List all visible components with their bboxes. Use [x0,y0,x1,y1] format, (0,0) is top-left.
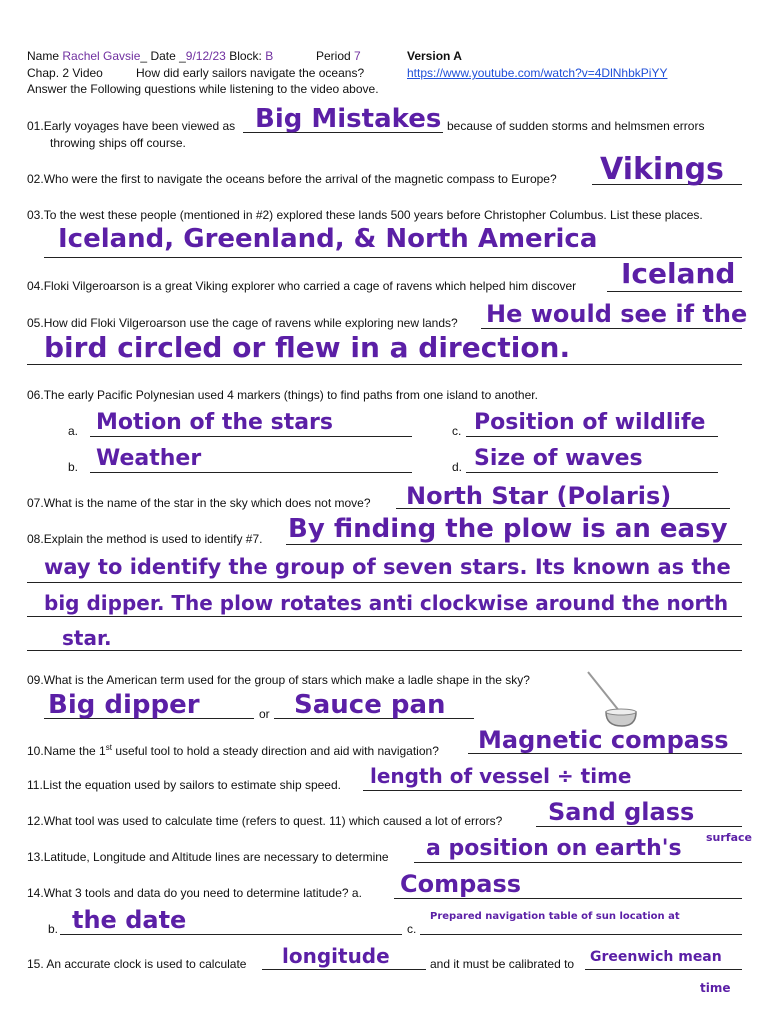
answer-line [414,862,742,863]
question-13 [27,850,389,864]
answer-handwriting: Sand glass [548,798,695,826]
answer-handwriting: Weather [96,446,202,471]
answer-handwriting: Sauce pan [294,690,446,720]
question-text: What tool was used to calculate time (refers to quest. 11) which caused a lot of errors? [43,814,503,828]
answer-handwriting: By finding the plow is an easy [288,514,728,544]
answer-line [466,436,718,437]
item-label-b: b. [68,460,79,474]
question-text-cont: and it must be calibrated to [430,957,575,971]
question-number: 09. [27,673,44,687]
question-02 [27,172,557,186]
answer-line [90,436,412,437]
question-text-cont: because of sudden storms and helmsmen errors [447,119,705,133]
question-text: Explain the method is used to identify #7. [43,532,263,546]
question-03 [27,208,703,222]
answer-handwriting: Magnetic compass [478,726,729,754]
name-label: Name [27,49,60,63]
answer-line [363,790,742,791]
question-number: 04. [27,279,44,293]
period-line [316,49,361,63]
answer-line [27,616,742,617]
question-text-line2: throwing ships off course. [50,136,186,150]
answer-line [27,582,742,583]
answer-handwriting: Prepared navigation table of sun location at [430,911,680,922]
or-label: or [259,707,270,721]
question-number: 03. [27,208,44,222]
answer-line [536,826,742,827]
answer-handwriting: Position of wildlife [474,410,706,435]
question-01 [27,119,235,133]
question-06 [27,388,538,402]
question-text-cont: useful tool to hold a steady direction and aid with navigation? [115,744,439,758]
question-10 [27,741,439,758]
topic-title: How did early sailors navigate the oceans? [136,66,365,80]
question-text: Latitude, Longitude and Altitude lines are necessary to determine [43,850,389,864]
question-text: Floki Vilgeroarson is a great Viking explorer who carried a cage of ravens which helped him discover [43,279,577,293]
question-09 [27,673,530,687]
question-number: 01. [27,119,44,133]
answer-line [466,472,718,473]
answer-handwriting: Size of waves [474,446,643,471]
item-label-d: d. [452,460,463,474]
question-text: Early voyages have been viewed as [43,119,236,133]
chapter-label: Chap. 2 Video [27,66,103,80]
question-04 [27,279,576,293]
item-label-a: a. [68,424,79,438]
question-text: What 3 tools and data do you need to determine latitude? a. [43,886,362,900]
answer-line [27,650,742,651]
question-text: Name the 1 [43,744,106,758]
date-label: Date _ [150,49,186,63]
item-label-c: c. [452,424,462,438]
answer-line [481,328,742,329]
answer-line [585,969,742,970]
question-text: Who were the first to navigate the oceans before the arrival of the magnetic compass to Europe? [43,172,557,186]
period-value: 7 [354,49,361,63]
question-number: 02. [27,172,44,186]
question-text: What is the name of the star in the sky which does not move? [43,496,371,510]
question-text: The early Pacific Polynesian used 4 markers (things) to find paths from one island to another. [43,388,538,402]
answer-line [607,291,742,292]
answer-handwriting-cont: time [700,981,731,995]
answer-line [420,934,742,935]
answer-line [286,544,742,545]
block-label: Block: [229,49,262,63]
version-label: Version A [407,49,462,63]
question-number: 14. [27,886,44,900]
ladle-icon [580,668,640,730]
answer-handwriting: Big dipper [48,690,200,720]
answer-line [394,898,742,899]
question-08 [27,532,263,546]
date-value: 9/12/23 [185,49,226,63]
student-name: Rachel Gavsie [62,49,141,63]
question-15 [27,957,246,971]
question-text: An accurate clock is used to calculate [46,957,247,971]
answer-handwriting: Vikings [600,152,724,187]
answer-handwriting: Big Mistakes [255,104,442,134]
superscript: st [105,743,112,752]
question-05 [27,316,458,330]
answer-handwriting: He would see if the [486,300,748,328]
question-number: 11. [27,778,43,792]
answer-handwriting: Iceland, Greenland, & North America [58,224,598,254]
instructions: Answer the Following questions while listening to the video above. [27,82,379,96]
answer-handwriting: star. [62,626,112,650]
item-label-b: b. [48,922,59,936]
name-line [27,49,273,63]
answer-line [60,934,402,935]
answer-line [90,472,412,473]
question-number: 05. [27,316,44,330]
question-07 [27,496,371,510]
answer-handwriting: North Star (Polaris) [406,482,672,510]
answer-handwriting: a position on earth's [426,836,682,861]
name-suffix: _ [140,49,148,63]
answer-handwriting: the date [72,906,187,934]
answer-line [27,364,742,365]
video-link[interactable]: https://www.youtube.com/watch?v=4DlNhbkPiYY [407,66,668,80]
question-number: 12. [27,814,44,828]
question-11 [27,778,341,792]
question-number: 06. [27,388,44,402]
answer-handwriting: length of vessel ÷ time [370,764,632,788]
question-text: To the west these people (mentioned in #2) explored these lands 500 years before Christopher Columbus. List these places. [43,208,703,222]
answer-handwriting: bird circled or flew in a direction. [44,331,571,364]
question-number: 08. [27,532,44,546]
answer-handwriting: longitude [282,944,390,968]
question-text: How did Floki Vilgeroarson use the cage of ravens while exploring new lands? [43,316,458,330]
question-number: 13. [27,850,44,864]
answer-handwriting: Motion of the stars [96,410,334,435]
question-text: List the equation used by sailors to estimate ship speed. [42,778,341,792]
question-number: 07. [27,496,44,510]
period-label: Period [316,49,351,63]
answer-handwriting: big dipper. The plow rotates anti clockwise around the north [44,591,729,615]
item-label-c: c. [407,922,417,936]
answer-handwriting: Greenwich mean [590,949,722,965]
answer-handwriting: Compass [400,870,522,898]
answer-handwriting-extra: surface [706,831,752,844]
question-12 [27,814,502,828]
block-value: B [265,49,274,63]
answer-line [262,969,426,970]
question-number: 15. [27,957,44,971]
question-14 [27,886,362,900]
answer-handwriting: Iceland [621,257,736,290]
question-text: What is the American term used for the group of stars which make a ladle shape in the sky? [43,673,530,687]
question-number: 10. [27,744,44,758]
answer-handwriting: way to identify the group of seven stars. Its known as the [44,555,731,579]
